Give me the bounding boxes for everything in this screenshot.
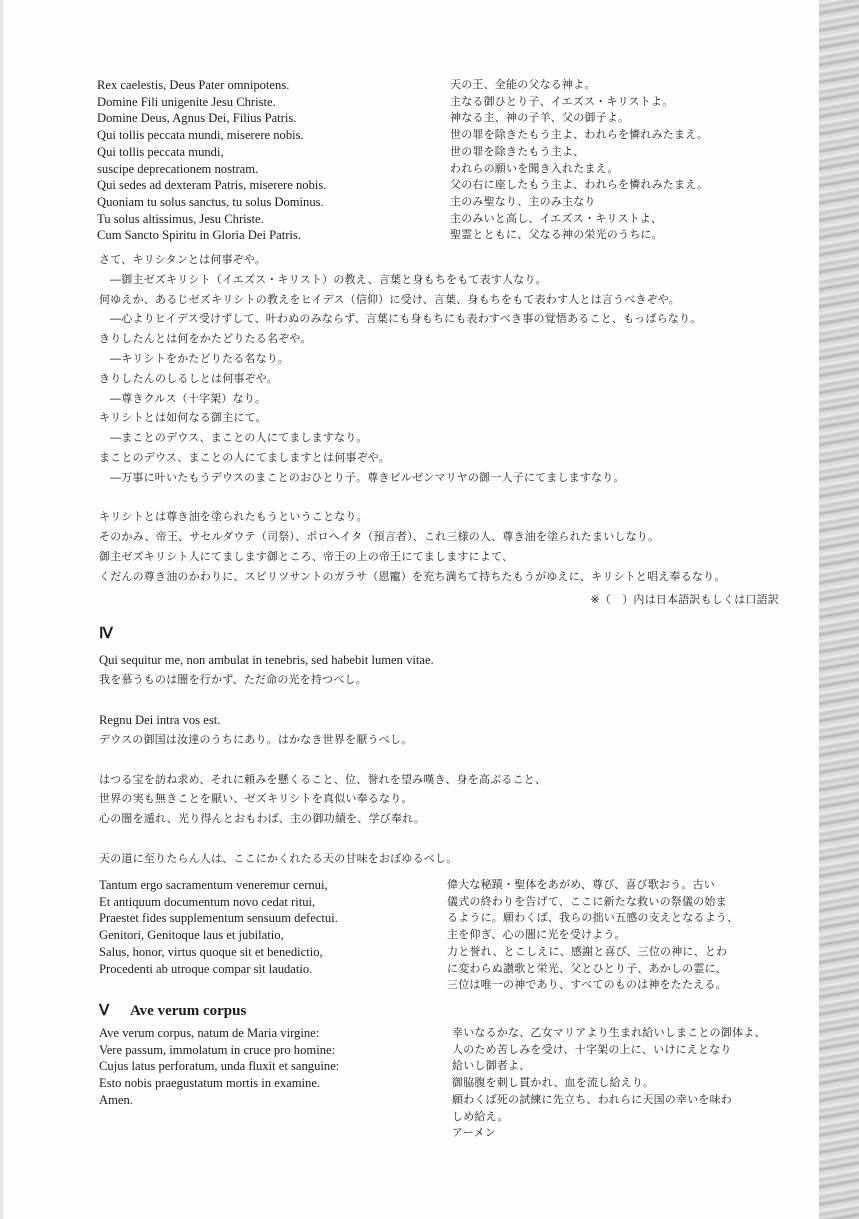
latin-line: Amen.: [99, 1092, 133, 1107]
japanese-line: 願わくば死の試練に先立ち、われらに天国の幸いを味わ: [452, 1092, 732, 1106]
japanese-line: 天の道に至りたらん人は、ここにかくれたる天の甘味をおぼゆるべし。: [99, 851, 458, 865]
japanese-line: しめ給え。: [452, 1109, 509, 1123]
anointed-line: そのかみ、帝王、サセルダウテ（司祭）、ポロヘイタ（預言者）、これ三様の人、尊き油を塗られたまいしなり。: [99, 530, 660, 544]
japanese-line: 主のみ聖なり、主のみ主なり: [450, 194, 596, 208]
tantum-latin-column: [99, 877, 338, 977]
catechism-answer: ―万事に叶いたもうデウスのまことのおひとり子。尊きビルゼンマリヤの御一人子にてましますなり。: [110, 470, 625, 484]
latin-line: Regnu Dei intra vos est.: [99, 712, 221, 727]
catechism-question: きりしたんのしるしとは何事ぞや。: [99, 371, 278, 385]
japanese-line: に変わらぬ讃歌と栄光、父とひとり子、あかしの霊に、: [447, 961, 727, 975]
latin-line: Rex caelestis, Deus Pater omnipotens.: [97, 78, 290, 92]
tantum-japanese-column: [447, 877, 738, 994]
japanese-line: デウスの御国は汝達のうちにあり。はかなき世界を厭うべし。: [99, 732, 413, 746]
japanese-line: われらの願いを聞き入れたまえ。: [450, 161, 619, 175]
catechism-question: きりしたんとは何をかたどりたる名ぞや。: [99, 332, 312, 346]
japanese-line: 儀式の終わりを告げて、ここに新たな救いの祭儀の始ま: [447, 894, 727, 908]
japanese-line: 御脇腹を刺し貫かれ、血を流し給えり。: [452, 1076, 655, 1090]
latin-line: Genitori, Genitoque laus et jubilatio,: [99, 928, 284, 943]
japanese-line: アーメン: [452, 1126, 496, 1140]
latin-line: Cum Sancto Spiritu in Gloria Dei Patris.: [97, 228, 301, 243]
japanese-line: 給いし御者よ、: [452, 1059, 531, 1073]
latin-line: Et antiquum documentum novo cedat ritui,: [99, 894, 316, 909]
japanese-line: 世の罪を除きたもう主よ、: [450, 144, 585, 158]
japanese-line: 父の右に座したもう主よ、われらを憐れみたまえ。: [450, 178, 709, 192]
latin-line: suscipe deprecationem nostram.: [97, 161, 259, 176]
japanese-line: 幸いなるかな、乙女マリアより生まれ給いしまことの御体よ、: [452, 1026, 766, 1039]
japanese-line: るように。願わくば、我らの拙い五感の支えとなるよう、: [447, 911, 739, 925]
catechism-question: さて、キリシタンとは何事ぞや。: [99, 253, 267, 266]
japanese-line: 三位は唯一の神であり、すべてのものは神をたたえる。: [447, 978, 727, 992]
latin-line: Qui sequitur me, non ambulat in tenebris, sed habebit lumen vitae.: [99, 653, 434, 667]
anointed-line: 御主ゼズキリシト人にてまします御ところ、帝王の上の帝王にてましますによて、: [99, 549, 514, 563]
catechism-answer: ―心よりヒイデス受けずして、叶わぬのみならず、言葉にも身もちにも表わすべき事の覚悟あること、もっぱらなり。: [110, 312, 702, 326]
japanese-line: はつる宝を訪ね求め、それに頼みを懸くること、位、誉れを望み嘆き、身を高ぶること、: [99, 772, 547, 786]
latin-line: Salus, honor, virtus quoque sit et benedictio,: [99, 944, 323, 959]
latin-line: Qui tollis peccata mundi,: [97, 144, 224, 159]
japanese-line: 偉大な秘蹟・聖体をあがめ、尊び、喜び歌おう。古い: [447, 878, 715, 891]
section-5-number: Ⅴ: [99, 1003, 110, 1019]
japanese-line: 人のため苦しみを受け、十字架の上に、いけにえとなり: [452, 1042, 732, 1056]
japanese-line: 主のみいと高し、イエズス・キリストよ、: [450, 211, 663, 225]
latin-line: Cujus latus perforatum, unda fluxit et sanguine:: [99, 1059, 340, 1074]
page-edge-scan: [819, 0, 859, 1219]
catechism-question: キリシトとは如何なる御主にて。: [99, 411, 267, 425]
catechism-answer: ―尊きクルス（十字架）なり。: [110, 391, 267, 405]
latin-line: Esto nobis praegustatum mortis in examine.: [99, 1076, 321, 1091]
japanese-line: 我を慕うものは闇を行かず、ただ命の光を持つべし。: [99, 673, 367, 686]
japanese-line: 主を仰ぎ、心の闇に光を受けよう。: [447, 928, 626, 942]
latin-line: Vere passum, immolatum in cruce pro homine:: [99, 1042, 336, 1057]
latin-line: Qui sedes ad dexteram Patris, miserere nobis.: [97, 178, 327, 193]
latin-line: Ave verum corpus, natum de Maria virgine:: [99, 1026, 320, 1040]
japanese-line: 世界の実も無きことを厭い、ゼズキリシトを真似い奉るなり。: [99, 792, 413, 806]
latin-line: Qui tollis peccata mundi, miserere nobis.: [97, 128, 304, 143]
gloria-latin-column: [97, 77, 326, 244]
latin-line: Procedenti ab utroque compar sit laudatio.: [99, 961, 313, 976]
japanese-line: 力と誉れ、とこしえに、感謝と喜び、三位の神に、とわ: [447, 944, 728, 958]
anointed-line: くだんの尊き油のかわりに、スピリツサントのガラサ（恩寵）を充ち満ちて持ちたもうがゆえに、キリシトと唱え奉るなり。: [99, 569, 726, 583]
catechism-answer: ―御主ゼズキリシト（イエズス・キリスト）の教え、言葉と身もちをもて表す人なり。: [110, 272, 547, 286]
ave-latin-column: [99, 1025, 339, 1109]
catechism-question: 何ゆえか、あるじゼズキリシトの教えをヒイデス（信仰）に受け、言葉、身もちをもて表わす人とは言うべきぞや。: [99, 292, 680, 306]
gloria-japanese-column: [450, 77, 708, 244]
catechism-answer: ―キリシトをかたどりたる名なり。: [110, 351, 290, 365]
ave-japanese-column: [452, 1025, 766, 1142]
latin-line: Praestet fides supplementum sensuum defectui.: [99, 911, 338, 926]
page-spine: [0, 0, 3, 1219]
japanese-line: 天の王、全能の父なる神よ。: [450, 78, 596, 91]
latin-line: Domine Deus, Agnus Dei, Filius Patris.: [97, 111, 297, 126]
anointed-line: キリシトとは尊き油を塗られたもうということなり。: [99, 510, 368, 524]
catechism-block: [99, 250, 726, 587]
japanese-line: 主なる御ひとり子、イエズス・キリストよ。: [450, 94, 674, 108]
section-4-body: [99, 650, 546, 869]
catechism-answer: ―まことのデウス、まことの人にてましますなり。: [110, 431, 368, 445]
japanese-line: 神なる主、神の子羊、父の御子よ。: [450, 111, 630, 125]
section-5-heading: [99, 1001, 246, 1020]
latin-line: Tu solus altissimus, Jesu Christe.: [97, 211, 264, 226]
japanese-line: 聖霊とともに、父なる神の栄光のうちに。: [450, 228, 663, 242]
latin-line: Quoniam tu solus sanctus, tu solus Dominus.: [97, 194, 324, 209]
japanese-line: 世の罪を除きたもう主よ、われらを憐れみたまえ。: [450, 128, 709, 142]
section-4-number: Ⅳ: [99, 626, 113, 642]
latin-line: Tantum ergo sacramentum veneremur cernui,: [99, 878, 328, 892]
translation-note: ※（ ）内は日本語訳もしくは口語訳: [590, 593, 779, 606]
catechism-question: まことのデウス、まことの人にてましますとは何事ぞや。: [99, 450, 390, 464]
latin-line: Domine Fili unigenite Jesu Christe.: [97, 94, 276, 109]
japanese-line: 心の闇を遁れ、光り得んとおもわば、主の御功績を、学び奉れ。: [99, 812, 426, 826]
section-5-title: Ave verum corpus: [129, 1003, 247, 1019]
